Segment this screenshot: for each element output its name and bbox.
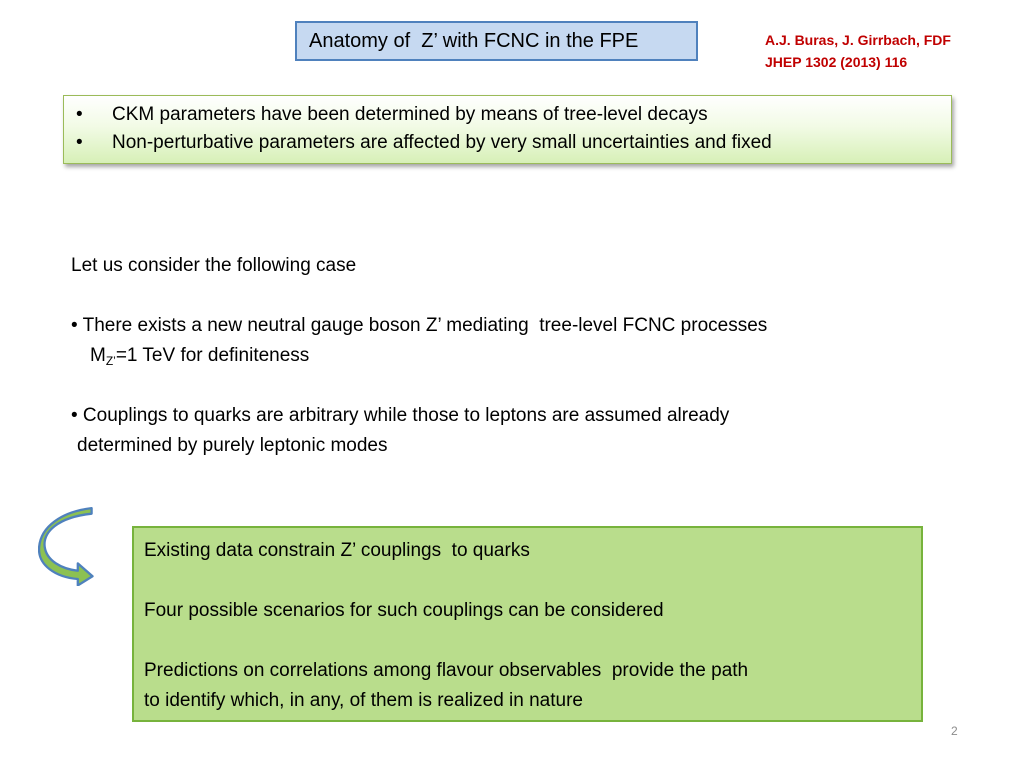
slide-title: Anatomy of Z’ with FCNC in the FPE — [295, 21, 698, 61]
bullet-marker: • — [76, 132, 83, 153]
citation — [765, 29, 951, 73]
bullet-couplings-cont: determined by purely leptonic modes — [77, 435, 388, 456]
bullet-couplings: • Couplings to quarks are arbitrary while those to leptons are assumed already — [71, 405, 730, 426]
citation-journal: JHEP 1302 (2013) 116 — [765, 54, 908, 70]
bullet-marker: • — [76, 104, 83, 125]
ckm-item-text: CKM parameters have been determined by means of tree-level decays — [112, 104, 708, 125]
citation-authors: A.J. Buras, J. Girrbach, FDF — [765, 32, 951, 48]
conclusion-line: Four possible scenarios for such couplings can be considered — [144, 600, 664, 621]
ckm-item-text: Non-perturbative parameters are affected by very small uncertainties and fixed — [112, 132, 772, 153]
body-text — [71, 251, 971, 461]
mass-subscript: Z’ — [105, 354, 116, 368]
mass-symbol: M — [90, 345, 106, 366]
mass-value: =1 TeV for definiteness — [115, 345, 310, 366]
conclusion-line: to identify which, in any, of them is realized in nature — [144, 690, 583, 711]
curved-arrow-icon — [38, 506, 98, 586]
ckm-item — [72, 101, 941, 129]
intro-text: Let us consider the following case — [71, 255, 357, 276]
conclusion-line: Existing data constrain Z’ couplings to quarks — [144, 540, 530, 561]
ckm-box — [63, 95, 952, 164]
mass-line — [71, 341, 971, 371]
conclusion-box — [132, 526, 923, 722]
conclusion-line: Predictions on correlations among flavour observables provide the path — [144, 660, 749, 681]
ckm-item — [72, 129, 941, 157]
bullet-zprime: • There exists a new neutral gauge boson Z’ mediating tree-level FCNC processes — [71, 315, 768, 336]
page-number: 2 — [951, 724, 958, 738]
